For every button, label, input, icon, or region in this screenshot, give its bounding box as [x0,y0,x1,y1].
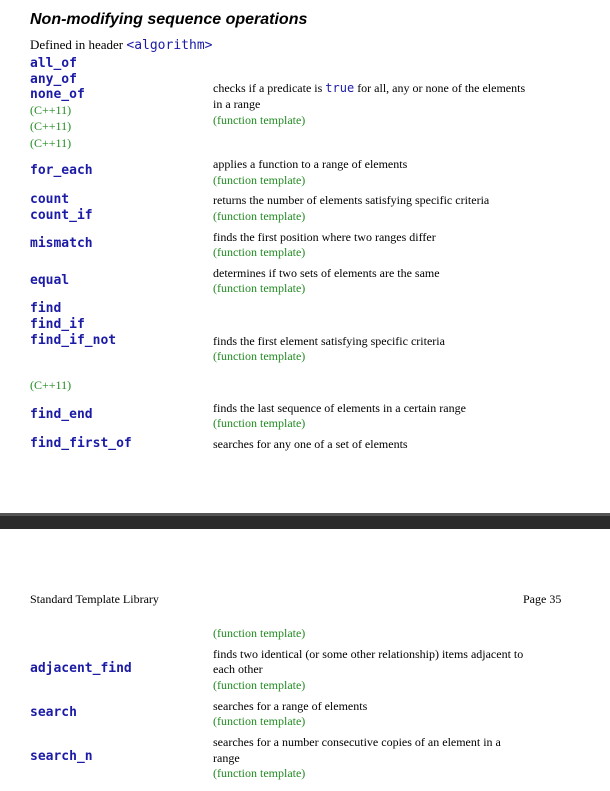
keyword-true[interactable]: true [325,81,355,95]
desc-text: checks if a predicate is [213,81,323,95]
fn-find-end[interactable]: find_end [30,407,93,422]
desc-find-first-of: searches for any one of a set of elements [213,437,408,451]
desc-search: searches for a range of elements [213,699,368,713]
cxx11-badge: (C++11) [30,136,72,150]
function-template-label[interactable]: (function template) [213,281,306,295]
function-template-label[interactable]: (function template) [213,678,306,692]
fn-find-first-of[interactable]: find_first_of [30,436,132,451]
function-template-label[interactable]: (function template) [213,113,306,127]
section-title: Non-modifying sequence operations [30,11,308,28]
fn-any-of[interactable]: any_of [30,72,77,87]
desc-find-end: finds the last sequence of elements in a certain range [213,401,466,415]
fn-for-each[interactable]: for_each [30,163,93,178]
desc-find: finds the first element satisfying specific criteria [213,334,445,348]
fn-find-if-not[interactable]: find_if_not [30,333,117,348]
desc-search-n: searches for a number consecutive copies of an element in a [213,735,501,749]
desc-line: each other [213,662,263,676]
function-template-label[interactable]: (function template) [213,766,306,780]
page-break-edge [0,513,610,516]
fn-search[interactable]: search [30,705,77,720]
function-template-label[interactable]: (function template) [213,209,306,223]
function-template-label[interactable]: (function template) [213,416,306,430]
desc-line: range [213,751,240,765]
desc-adjacent-find: finds two identical (or some other relationship) items adjacent to [213,647,524,661]
fn-find[interactable]: find [30,301,62,316]
function-template-label[interactable]: (function template) [213,173,306,187]
fn-equal[interactable]: equal [30,273,70,288]
fn-search-n[interactable]: search_n [30,749,93,764]
function-template-label[interactable]: (function template) [213,349,306,363]
fn-all-of[interactable]: all_of [30,56,77,71]
fn-count[interactable]: count [30,192,70,207]
cxx11-badge: (C++11) [30,378,72,392]
fn-find-if[interactable]: find_if [30,317,85,332]
desc-all-any-none [213,80,525,96]
header-prefix: Defined in header [30,37,124,52]
defined-in-header [30,37,212,53]
fn-mismatch[interactable]: mismatch [30,236,93,251]
footer-title: Standard Template Library [30,592,159,606]
function-template-label[interactable]: (function template) [213,714,306,728]
fn-adjacent-find[interactable]: adjacent_find [30,661,132,676]
header-name[interactable]: <algorithm> [126,38,213,53]
function-template-label[interactable]: (function template) [213,245,306,259]
page-number: Page 35 [523,592,562,606]
desc-mismatch: finds the first position where two ranges differ [213,230,436,244]
fn-count-if[interactable]: count_if [30,208,93,223]
cxx11-badge: (C++11) [30,103,72,117]
function-template-label[interactable]: (function template) [213,626,306,640]
desc-count: returns the number of elements satisfying specific criteria [213,193,490,207]
cxx11-badge: (C++11) [30,119,72,133]
desc-line: in a range [213,97,261,111]
desc-text: for all, any or none of the elements [357,81,526,95]
desc-equal: determines if two sets of elements are the same [213,266,440,280]
desc-for-each: applies a function to a range of elements [213,157,408,171]
fn-none-of[interactable]: none_of [30,87,85,102]
